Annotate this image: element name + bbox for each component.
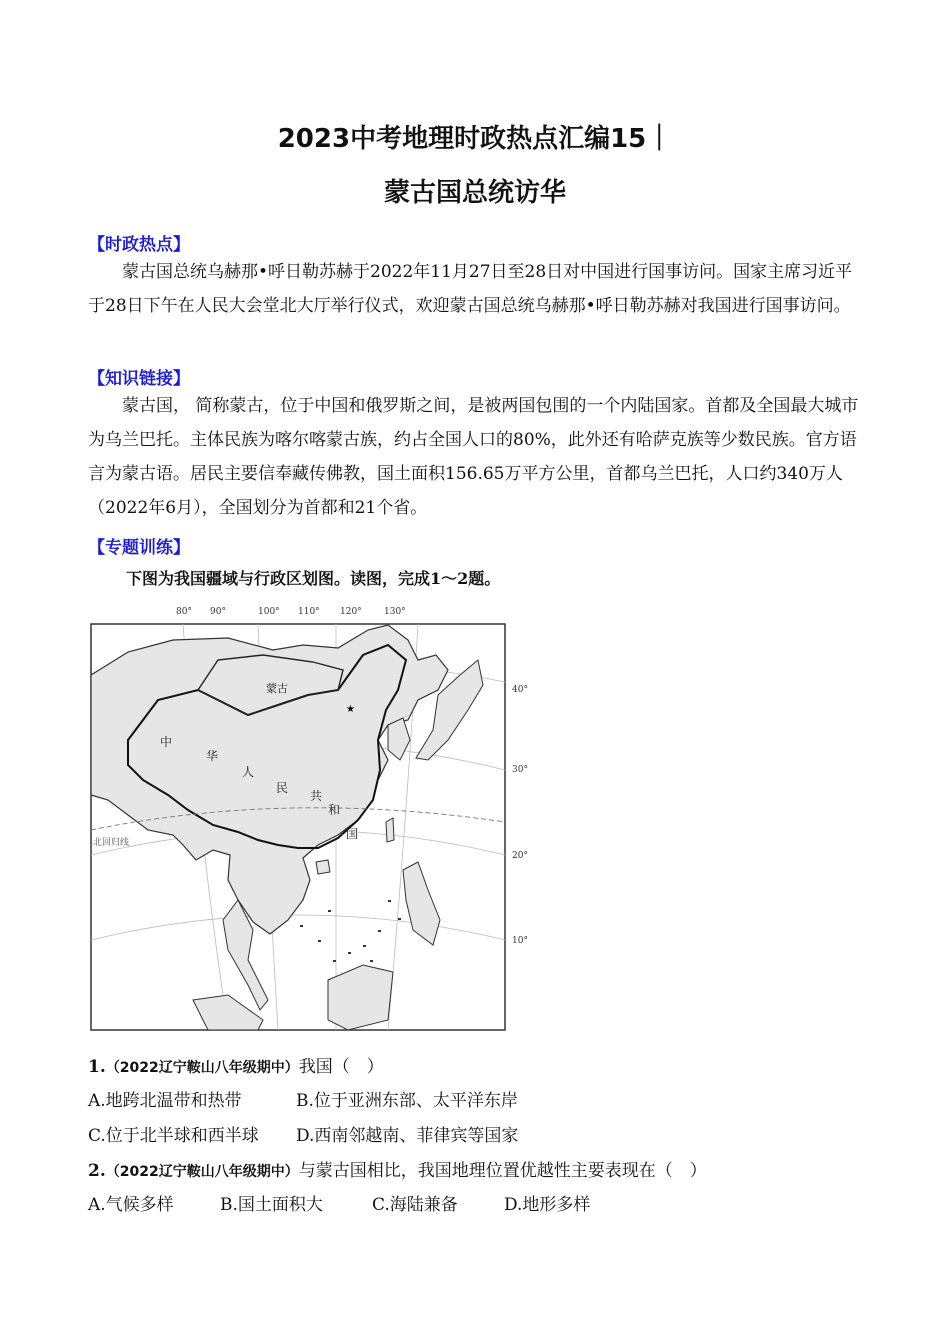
map-lon-label: 80° xyxy=(176,607,192,617)
map-label-mongolia: 蒙古 xyxy=(266,682,288,695)
map-capital-star: ★ xyxy=(346,704,355,715)
section-heading-hot: 【时政热点】 xyxy=(88,235,190,255)
map-lon-label: 90° xyxy=(210,607,226,617)
q2-option-d[interactable]: D.地形多样 xyxy=(504,1195,591,1215)
q1-option-c[interactable]: C.位于北半球和西半球 xyxy=(88,1126,259,1146)
map-lat-label: 30° xyxy=(512,765,528,775)
map-label-he: 和 xyxy=(328,803,341,817)
q2-option-b[interactable]: B.国土面积大 xyxy=(220,1195,323,1215)
question-2-number: 2. xyxy=(88,1161,106,1181)
hot-paragraph: 蒙古国总统乌赫那•呼日勒苏赫于2022年11月27日至28日对中国进行国事访问。国家主席习近平于28日下午在人民大会堂北大厅举行仪式，欢迎蒙古国总统乌赫那•呼日勒苏赫对我国进行国事访问。 xyxy=(88,262,853,316)
question-1-number: 1. xyxy=(88,1057,106,1077)
question-2-stem: 与蒙古国相比，我国地理位置优越性主要表现在（ ） xyxy=(298,1161,707,1181)
map-lat-label: 10° xyxy=(512,936,528,946)
map-label-tropic: 北回归线 xyxy=(93,838,130,848)
map-lon-label: 130° xyxy=(384,607,406,617)
section-heading-knowledge: 【知识链接】 xyxy=(88,369,190,389)
map-land-hainan xyxy=(316,860,330,874)
map-lon-label: 120° xyxy=(340,607,362,617)
q1-option-b[interactable]: B.位于亚洲东部、太平洋东岸 xyxy=(296,1091,518,1111)
q1-option-a[interactable]: A.地跨北温带和热带 xyxy=(88,1091,242,1111)
q2-option-a[interactable]: A.气候多样 xyxy=(88,1195,174,1215)
map-label-guo: 国 xyxy=(346,827,359,841)
question-2-source: （2022辽宁鞍山八年级期中） xyxy=(105,1164,299,1180)
map-lon-label: 100° xyxy=(258,607,280,617)
map-label-zhong: 中 xyxy=(160,735,173,749)
page-title-line2: 蒙古国总统访华 xyxy=(383,178,566,208)
map-lat-label: 20° xyxy=(512,851,528,861)
map-land-taiwan xyxy=(386,818,394,842)
china-territory-map xyxy=(88,600,538,1036)
training-intro: 下图为我国疆域与行政区划图。读图，完成1～2题。 xyxy=(126,569,501,588)
question-2 xyxy=(88,1156,707,1181)
knowledge-paragraph: 蒙古国， 简称蒙古，位于中国和俄罗斯之间，是被两国包围的一个内陆国家。首都及全国最大城市为乌兰巴托。主体民族为喀尔喀蒙古族，约占全国人口的80%，此外还有哈萨克族等少数民族。官方语言为蒙古语。居民主要信奉藏传佛教，国土面积156.65万平方公里，首都乌兰巴托，人口约340万人（2022年6月），全国划分为首都和21个省。 xyxy=(88,396,859,518)
map-label-ren: 人 xyxy=(242,765,255,779)
question-1-stem: 我国（ ） xyxy=(298,1057,384,1077)
section-heading-training: 【专题训练】 xyxy=(88,538,190,558)
question-1 xyxy=(88,1052,384,1077)
map-lon-label: 110° xyxy=(298,607,320,617)
q2-option-c[interactable]: C.海陆兼备 xyxy=(372,1195,458,1215)
map-label-gong: 共 xyxy=(310,789,323,803)
map-label-hua: 华 xyxy=(206,749,219,763)
q1-option-d[interactable]: D.西南邻越南、菲律宾等国家 xyxy=(296,1126,519,1146)
question-1-source: （2022辽宁鞍山八年级期中） xyxy=(105,1060,299,1076)
map-lat-label: 40° xyxy=(512,685,528,695)
page-title-line1: 2023中考地理时政热点汇编15｜ xyxy=(277,124,673,154)
map-label-min: 民 xyxy=(276,781,289,795)
